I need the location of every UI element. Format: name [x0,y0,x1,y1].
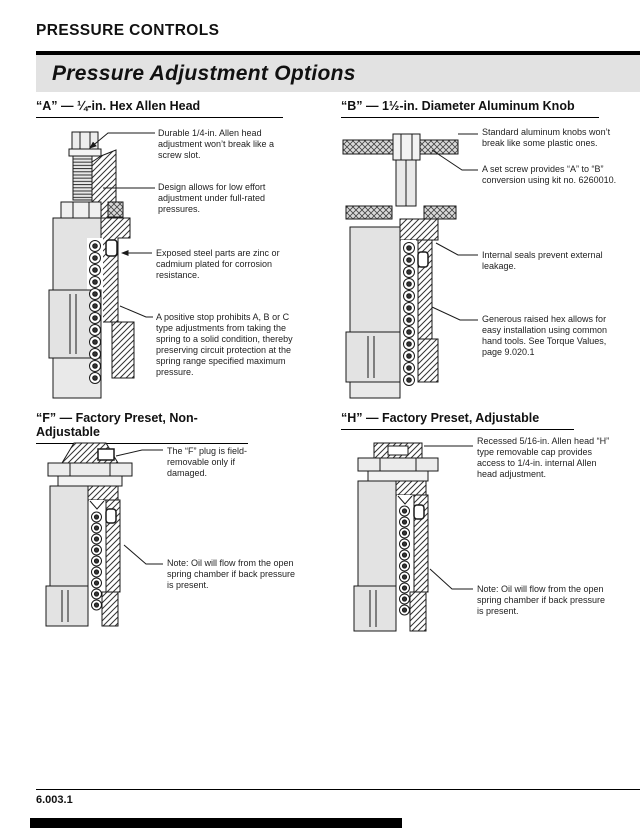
callout-b-raised-hex: Generous raised hex allows for easy installation using common hand tools. See Torque Values, page 9.020.1 [482,314,608,357]
raised-hex [400,219,438,240]
diagram-h-factory-preset-adjustable-valve [348,437,448,637]
valve-b-body [343,134,458,398]
callout-b-set-screw: A set screw provides “A” to “B” conversion using kit no. 6260010. [482,164,617,185]
diagram-a-hex-allen-valve [42,126,150,400]
threaded-stem [73,156,92,200]
footer-bar [30,818,402,828]
spring [92,512,102,610]
page-title-banner [36,51,640,92]
f-plug [98,449,114,460]
callout-h-recessed-cap: Recessed 5/16-in. Allen head “H” type removable cap provides access to 1/4-in. internal Allen head adjustment. [477,436,610,479]
callout-a-low-effort: Design allows for low effort adjustment under full-rated pressures. [158,182,266,214]
callout-h-oil-note: Note: Oil will flow from the open spring chamber if back pressure is present. [477,584,606,616]
valve-h-body [354,443,438,631]
valve-f-body [46,443,132,626]
callout-a-allen-head: Durable 1/4-in. Allen head adjustment won’t break like a screw slot. [158,128,275,160]
callout-b-internal-seals: Internal seals prevent external leakage. [482,250,603,271]
diagram-b-aluminum-knob-valve [338,132,463,400]
section-b-heading: “B” — 1½-in. Diameter Aluminum Knob [341,99,599,118]
footer-rule [36,789,640,790]
hex-head [72,132,98,149]
page-number: 6.003.1 [36,794,73,806]
section-a-heading: “A” — ¼-in. Hex Allen Head [36,99,283,118]
hex-nut [61,202,101,218]
internal-seal [418,252,428,267]
section-f-heading: “F” — Factory Preset, Non-Adjustable [36,411,248,444]
callout-b-aluminum-knob: Standard aluminum knobs won’t break like some plastic ones. [482,127,611,148]
internal-seal [106,509,116,523]
knob-hub [393,134,420,160]
knob-right [420,140,458,154]
page-title: Pressure Adjustment Options [52,62,356,85]
diagram-f-factory-preset-valve [40,437,140,632]
callout-f-plug: The “F” plug is field-removable only if damaged. [167,446,248,478]
callout-a-plating: Exposed steel parts are zinc or cadmium plated for corrosion resistance. [156,248,280,280]
recessed-allen-socket [388,446,408,455]
internal-seal [106,240,117,256]
valve-a-body [49,132,134,398]
section-h-heading: “H” — Factory Preset, Adjustable [341,411,574,430]
set-screw-seal [108,202,123,217]
callout-a-positive-stop: A positive stop prohibits A, B or C type adjustments from taking the spring to a solid condition, thereby preserving circuit protection at the spring range specified maximum pressure. [156,312,293,377]
knob-left [343,140,393,154]
internal-seal [414,505,424,519]
page-kicker: PRESSURE CONTROLS [36,22,220,39]
callout-f-oil-note: Note: Oil will flow from the open spring chamber if back pressure is present. [167,558,296,590]
